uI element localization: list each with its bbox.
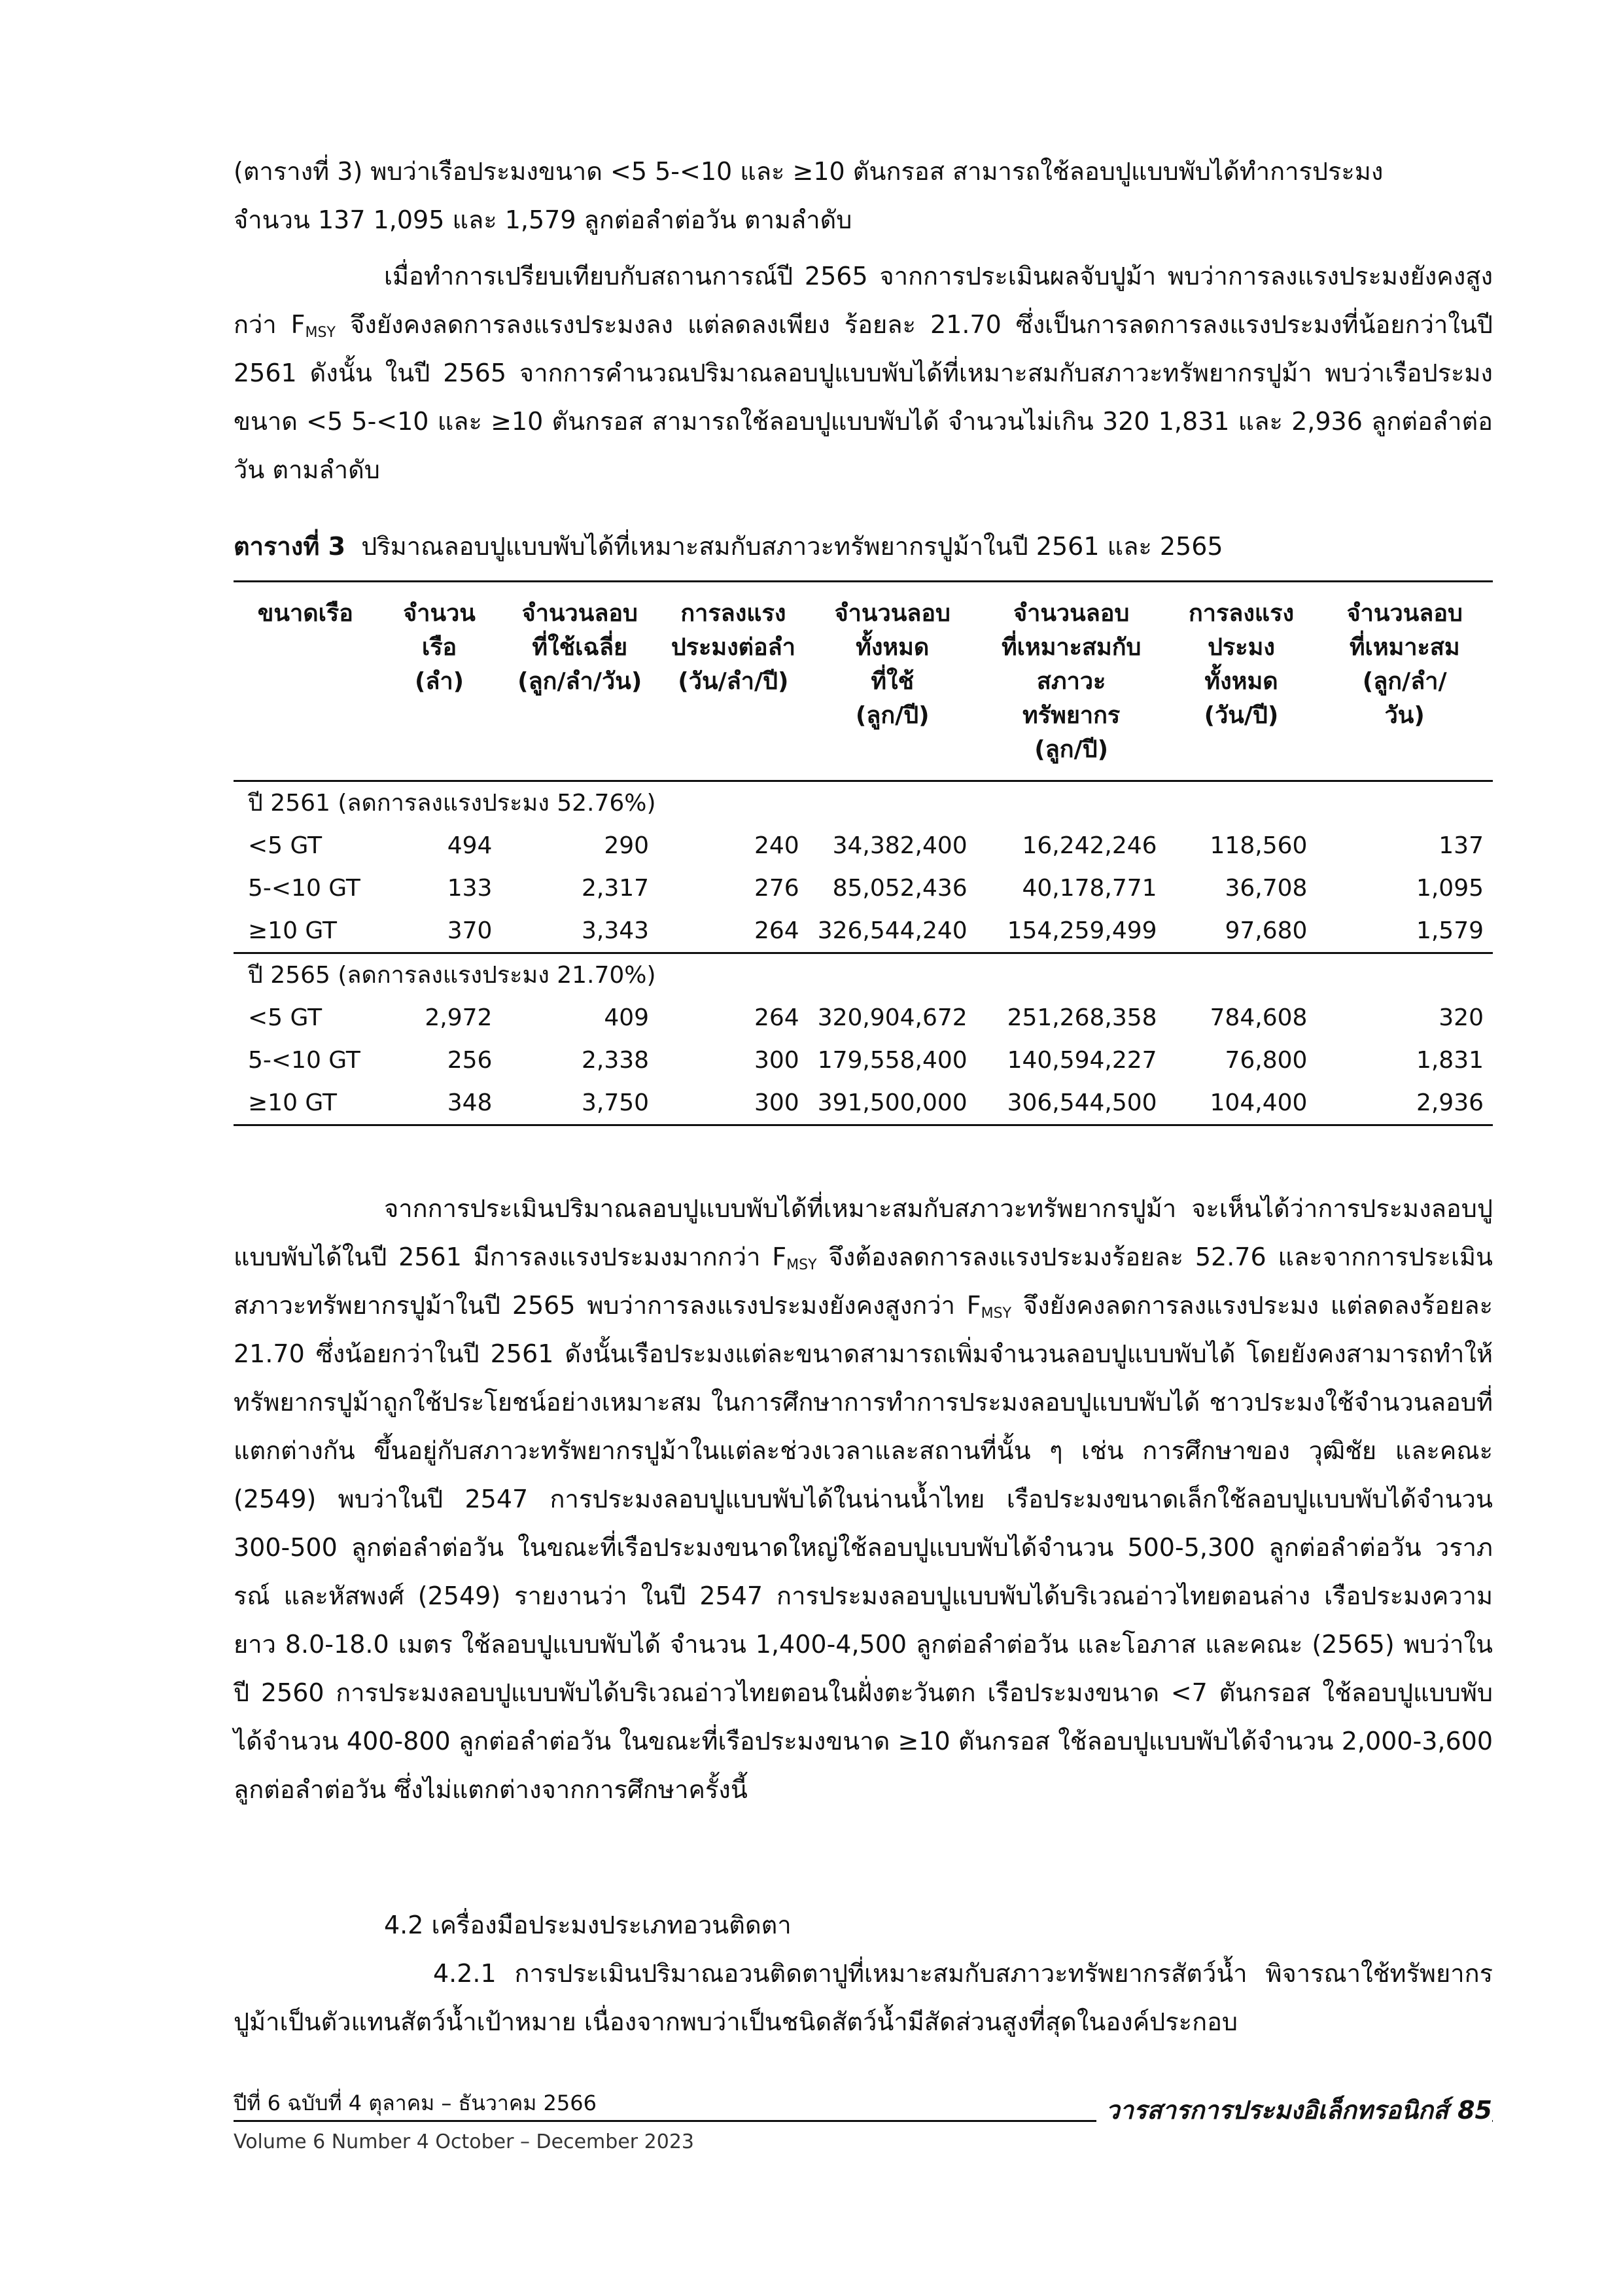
table-caption-text: ปริมาณลอบปูแบบพับได้ที่เหมาะสมกับสภาวะทรัพยากรปูม้าในปี 2561 และ 2565 (361, 532, 1223, 561)
table-cell: 34,382,400 (832, 832, 968, 859)
column-header (1166, 582, 1317, 781)
table-cell: 326,544,240 (817, 917, 968, 944)
table-cell: 370 (447, 917, 493, 944)
footer-issue-thai: ปีที่ 6 ฉบับที่ 4 ตุลาคม – ธันวาคม 2566 (234, 2087, 604, 2119)
table-cell: 16,242,246 (1022, 832, 1157, 859)
column-header-line: จำนวนลอบ (1013, 600, 1130, 627)
table-cell: 264 (754, 1004, 799, 1031)
table-cell: 118,560 (1210, 832, 1308, 859)
column-header-line: ที่เหมาะสมกับ (1001, 634, 1142, 661)
table-header-row (234, 582, 1493, 781)
text-run: จึงยังคงลดการลงแรงประมง แต่ลดลงร้อยละ 21.70 ซึ่งน้อยกว่าในปี 2561 ดังนั้นเรือประมงแต่ละขนาดสามารถเพิ่มจำนวนลอบปูแบบพับได้ โดยยังคงสามารถทำให้ทรัพยากรปูม้าถูกใช้ประโยชน์อย่างเหมาะสม ในการศึกษาการทำการประมงลอบปูแบบพับได้ ชาวประมงใช้จำนวนลอบที่แตกต่างกัน ขึ้นอยู่กับสภาวะทรัพยากรปูม้าในแต่ละช่วงเวลาและสถานที่นั้น ๆ เช่น การศึกษาของ วุฒิชัย และคณะ (2549) พบว่าในปี 2547 การประมงลอบปูแบบพับได้ในน่านน้ำไทย เรือประมงขนาดเล็กใช้ลอบปูแบบพับได้จำนวน 300-500 ลูกต่อลำต่อวัน ในขณะที่เรือประมงขนาดใหญ่ใช้ลอบปูแบบพับได้จำนวน 500-5,300 ลูกต่อลำต่อวัน วราภรณ์ และหัสพงศ์ (2549) รายงานว่า ในปี 2547 การประมงลอบปูแบบพับได้บริเวณอ่าวไทยตอนล่าง เรือประมงความยาว 8.0-18.0 เมตร ใช้ลอบปูแบบพับได้ จำนวน 1,400-4,500 ลูกต่อลำต่อวัน และโอภาส และคณะ (2565) พบว่าในปี 2560 การประมงลอบปูแบบพับได้บริเวณอ่าวไทยตอนในฝั่งตะวันตก เรือประมงขนาด <7 ตันกรอส ใช้ลอบปูแบบพับได้จำนวน 400-800 ลูกต่อลำต่อวัน ในขณะที่เรือประมงขนาด ≥10 ตันกรอส ใช้ลอบปูแบบพับได้จำนวน 2,000-3,600 ลูกต่อลำต่อวัน ซึ่งไม่แตกต่างจากการศึกษาครั้งนี้ (234, 1291, 1493, 1804)
table-cell: 256 (447, 1047, 493, 1074)
column-header-line: สภาวะ (1036, 668, 1106, 695)
column-header-line: ที่เหมาะสม (1349, 634, 1460, 661)
subsection-paragraph: 4.2.1 การประเมินปริมาณอวนติดตาปูที่เหมาะสมกับสภาวะทรัพยากรสัตว์น้ำ พิจารณาใช้ทรัพยากรปูม้าเป็นตัวแทนสัตว์น้ำเป้าหมาย เนื่องจากพบว่าเป็นชนิดสัตว์น้ำมีสัดส่วนสูงที่สุดในองค์ประกอบ (234, 1959, 1493, 2036)
column-header (377, 582, 502, 781)
text-line: จำนวน 137 1,095 และ 1,579 ลูกต่อลำต่อวัน ตามลำดับ (234, 205, 852, 234)
table-cell: 409 (604, 1004, 650, 1031)
table-cell: 140,594,227 (1007, 1047, 1157, 1074)
column-header (658, 582, 809, 781)
paragraph-2565-comparison (234, 252, 1493, 494)
table-cell: 76,800 (1225, 1047, 1308, 1074)
text-line: (ตารางที่ 3) พบว่าเรือประมงขนาด <5 5-<10 และ ≥10 ตันกรอส สามารถใช้ลอบปูแบบพับได้ทำการประมง (234, 157, 1384, 186)
column-header-line: (วัน/ลำ/ปี) (678, 668, 789, 695)
table-row (234, 867, 1493, 910)
table-cell: 2,972 (425, 1004, 493, 1031)
table-caption-label: ตารางที่ 3 (234, 532, 346, 561)
paragraph-discussion (234, 1184, 1493, 1814)
table-cell: 36,708 (1225, 875, 1308, 902)
column-header-line: ขนาดเรือ (257, 600, 353, 627)
column-header-line: จำนวน (403, 600, 476, 627)
vessel-size-cell: <5 GT (248, 832, 323, 859)
table-cell: 240 (754, 832, 799, 859)
text-run: จึงยังคงลดการลงแรงประมงลง แต่ลดลงเพียง ร้อยละ 21.70 ซึ่งเป็นการลดการลงแรงประมงที่น้อยกว่าในปี 2561 ดังนั้น ในปี 2565 จากการคำนวณปริมาณลอบปูแบบพับได้ที่เหมาะสมกับสภาวะทรัพยากรปูม้า พบว่าเรือประมงขนาด <5 5-<10 และ ≥10 ตันกรอส สามารถใช้ลอบปูแบบพับได้ จำนวนไม่เกิน 320 1,831 และ 2,936 ลูกต่อลำต่อวัน ตามลำดับ (234, 310, 1493, 484)
vessel-size-cell: 5-<10 GT (248, 875, 360, 902)
column-header-line: เรือ (421, 634, 457, 661)
table-cell: 1,095 (1416, 875, 1484, 902)
table-row (234, 824, 1493, 867)
table-cell: 3,750 (501, 1082, 658, 1125)
column-header-line: วัน) (1384, 702, 1425, 729)
table-row (234, 910, 1493, 953)
column-header-line: (ลูก/ลำ/ (1362, 668, 1447, 695)
table-cell: 3,343 (582, 917, 650, 944)
table-cell: 1,831 (1416, 1047, 1484, 1074)
table-group-row (234, 953, 1493, 997)
table-cell: 784,608 (1210, 1004, 1308, 1031)
column-header (809, 582, 977, 781)
column-header (1316, 582, 1493, 781)
column-header-line: ที่ใช้เฉลี่ย (532, 634, 628, 661)
column-header-line: จำนวนลอบ (834, 600, 951, 627)
vessel-size-cell: 5-<10 GT (248, 1047, 360, 1074)
subscript-msy: MSY (981, 1305, 1012, 1322)
text-run: จากการประเมินปริมาณลอบปูแบบพับได้ที่เหมาะสมกับสภาวะทรัพยากรปูม้า จะเห็นได้ว่าการประมงลอบปูแบบพับได้ในปี 2561 มีการลงแรงประมงมากกว่า F (234, 1194, 1493, 1271)
table-cell: 2,936 (1316, 1082, 1493, 1125)
table-cell: 2,317 (582, 875, 650, 902)
column-header-line: ประมงต่อลำ (671, 634, 795, 661)
table-cell: 40,178,771 (1022, 875, 1157, 902)
table-body (234, 781, 1493, 1125)
column-header-line: จำนวนลอบ (521, 600, 638, 627)
table-cell: 264 (754, 917, 799, 944)
table-cell: 494 (447, 832, 493, 859)
table-cell: 154,259,499 (1007, 917, 1157, 944)
table-cell: 137 (1439, 832, 1484, 859)
subscript-msy: MSY (786, 1257, 817, 1273)
table-cell: 133 (447, 875, 493, 902)
column-header-line: ประมง (1208, 634, 1275, 661)
vessel-size-cell: ≥10 GT (248, 917, 338, 944)
column-header (501, 582, 658, 781)
table-cell: 348 (377, 1082, 502, 1125)
column-header-line: ทั้งหมด (1204, 668, 1278, 695)
text-run: เมื่อทำการเปรียบเทียบกับสถานการณ์ปี 2565 จากการประเมินผลจับปูม้า พบว่าการลงแรงประมงยังคงสูงกว่า F (234, 262, 1493, 339)
table-row (234, 1039, 1493, 1082)
group-label: ปี 2561 (ลดการลงแรงประมง 52.76%) (248, 790, 656, 817)
group-label: ปี 2565 (ลดการลงแรงประมง 21.70%) (234, 953, 1493, 997)
table-caption (234, 527, 1493, 566)
table-cell: 300 (658, 1082, 809, 1125)
table-cell: 1,579 (1416, 917, 1484, 944)
table-row (234, 1082, 1493, 1125)
footer-issue-english: Volume 6 Number 4 October – December 2023 (234, 2130, 694, 2153)
table-cell: 97,680 (1225, 917, 1308, 944)
column-header (977, 582, 1166, 781)
table-cell: 276 (754, 875, 799, 902)
subscript-msy: MSY (305, 325, 336, 341)
table-cell: 300 (754, 1047, 799, 1074)
column-header-line: ที่ใช้ (871, 668, 915, 695)
section-4-2 (234, 1901, 1493, 2046)
table-cell: 251,268,358 (1007, 1004, 1157, 1031)
column-header (234, 582, 377, 781)
table-cell: 290 (604, 832, 650, 859)
column-header-line: ทรัพยากร (1022, 702, 1121, 729)
journal-title: วารสารการประมงอิเล็กทรอนิกส์ (1106, 2096, 1449, 2125)
column-header-line: การลงแรง (680, 600, 786, 627)
column-header-line: การลงแรง (1188, 600, 1295, 627)
column-header-line: (ลูก/ปี) (1034, 736, 1109, 763)
column-header-line: จำนวนลอบ (1346, 600, 1463, 627)
table-cell: 2,338 (582, 1047, 650, 1074)
table-cell: 320 (1439, 1004, 1484, 1031)
paragraph-intro (234, 147, 1493, 244)
table-row (234, 997, 1493, 1039)
column-header-line: (ลูก/ปี) (855, 702, 930, 729)
table-cell: 85,052,436 (832, 875, 968, 902)
table-group-row (234, 781, 1493, 825)
vessel-size-cell: ≥10 GT (234, 1082, 377, 1125)
section-heading: 4.2 เครื่องมือประมงประเภทอวนติดตา (384, 1911, 792, 1939)
column-header-line: (ลำ) (414, 668, 464, 695)
trap-quantity-table (234, 580, 1493, 1126)
text-run: จึงต้องลดการลงแรงประมงร้อยละ 52.76 และจากการประเมินสภาวะทรัพยากรปูม้าในปี 2565 พบว่าการลงแรงประมงยังคงสูงกว่า F (234, 1243, 1493, 1320)
column-header-line: (วัน/ปี) (1204, 702, 1279, 729)
table-cell: 320,904,672 (817, 1004, 968, 1031)
column-header-line: (ลูก/ลำ/วัน) (517, 668, 642, 695)
table-cell: 104,400 (1166, 1082, 1317, 1125)
page-number: 85 (1457, 2096, 1492, 2125)
vessel-size-cell: <5 GT (248, 1004, 323, 1031)
table-cell: 306,544,500 (977, 1082, 1166, 1125)
footer-journal (1096, 2094, 1492, 2127)
column-header-line: ทั้งหมด (856, 634, 930, 661)
table-cell: 179,558,400 (817, 1047, 968, 1074)
table-cell: 391,500,000 (809, 1082, 977, 1125)
